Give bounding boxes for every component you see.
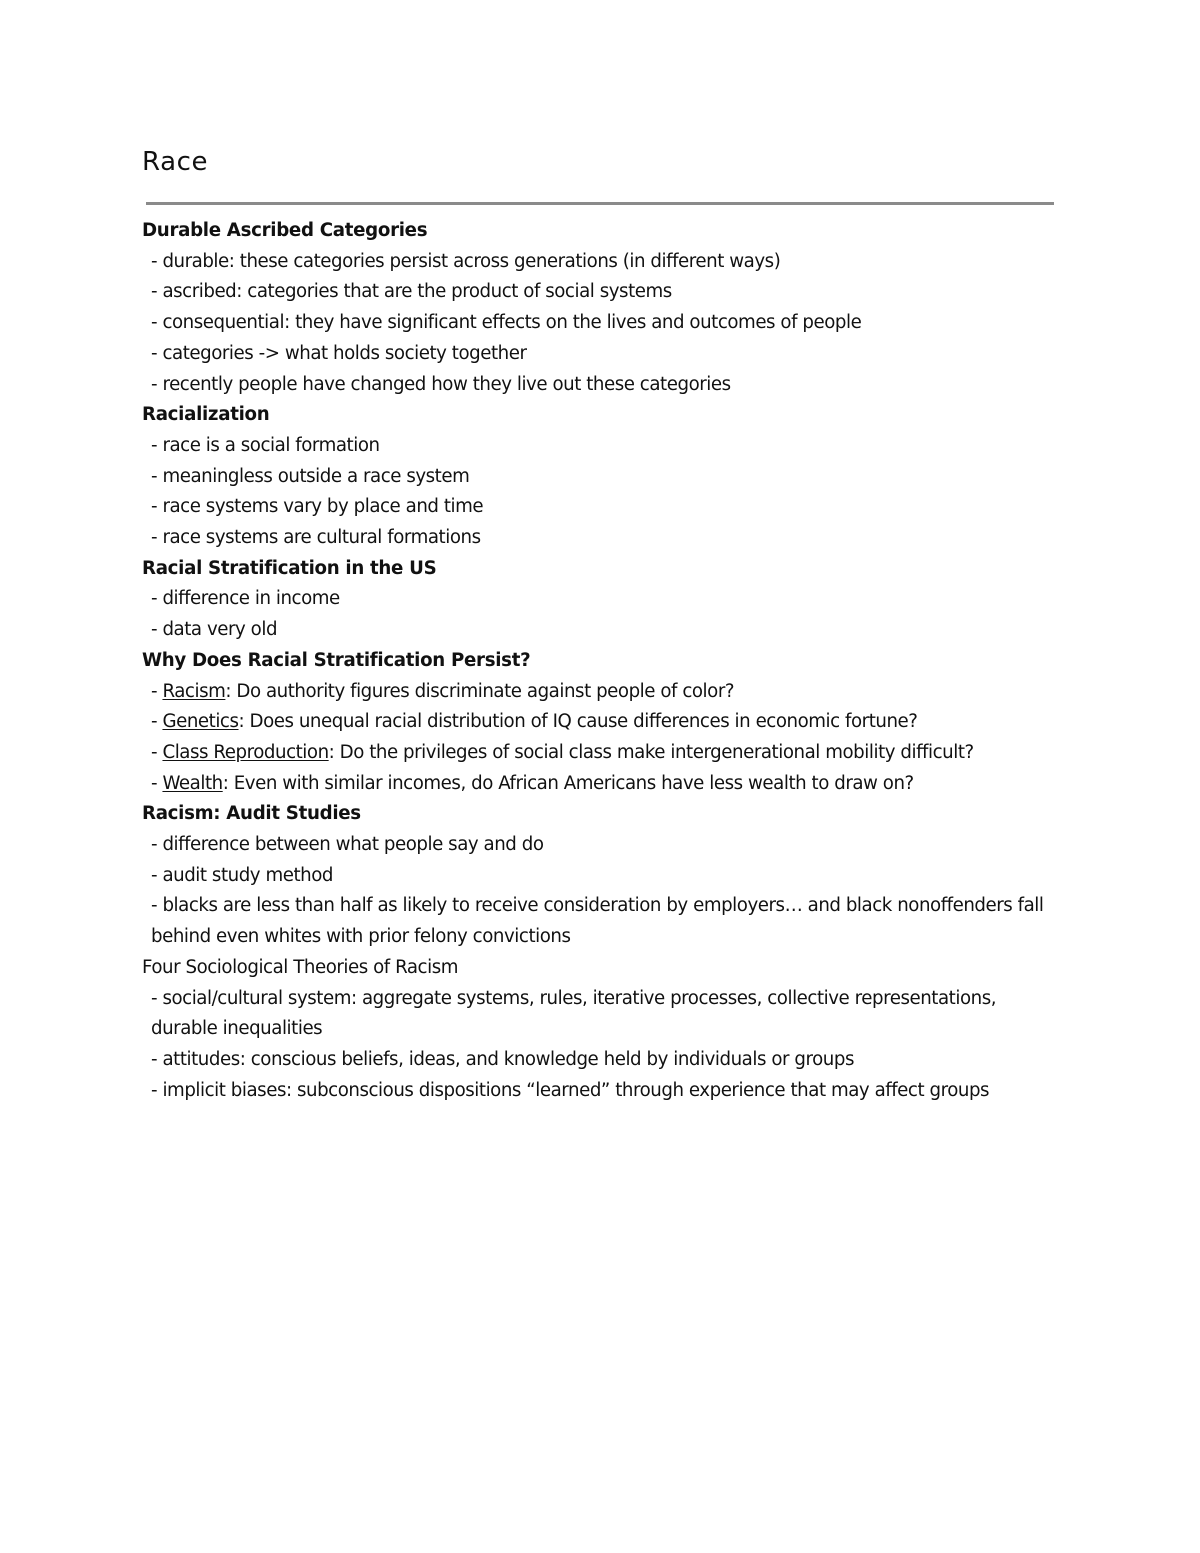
document-page [142, 140, 1057, 1106]
bullet-item: - race systems vary by place and time [151, 496, 484, 518]
section-heading: Racialization [142, 404, 270, 426]
bullet-item: - race systems are cultural formations [151, 527, 481, 549]
bullet-item: - blacks are less than half as likely to receive consideration by employers… and black nonoffenders fall behind even whites with prior felony convictions [151, 895, 1044, 948]
bullet-dash: - [151, 680, 163, 702]
bullet-item: - race is a social formation [151, 434, 380, 456]
bullet-dash: - [151, 741, 163, 763]
section-heading: Four Sociological Theories of Racism [142, 956, 459, 978]
bullet-item [142, 769, 1057, 800]
underlined-term: Wealth [162, 772, 223, 794]
bullet-text: : Do authority figures discriminate against people of color? [225, 680, 735, 702]
title-divider [146, 202, 1054, 205]
bullet-item: - social/cultural system: aggregate systems, rules, iterative processes, collective representations, durable inequalities [151, 987, 997, 1040]
underlined-term: Racism [162, 680, 226, 702]
section-heading: Durable Ascribed Categories [142, 220, 428, 241]
bullet-text: : Do the privileges of social class make intergenerational mobility difficult? [328, 741, 974, 763]
bullet-item [142, 677, 1057, 708]
section-heading: Racial Stratification in the US [142, 557, 437, 579]
bullet-item: - consequential: they have significant effects on the lives and outcomes of people [151, 312, 862, 334]
bullet-item: - durable: these categories persist across generations (in different ways) [151, 250, 781, 272]
underlined-term: Class Reproduction [162, 741, 329, 763]
bullet-item: - difference in income [151, 588, 340, 610]
bullet-item: - meaningless outside a race system [151, 465, 470, 487]
bullet-item: - data very old [151, 619, 278, 641]
page-title: Race [142, 147, 209, 177]
bullet-item: - implicit biases: subconscious dispositions “learned” through experience that may affect groups [151, 1079, 990, 1101]
bullet-item: - attitudes: conscious beliefs, ideas, and knowledge held by individuals or groups [151, 1048, 854, 1070]
bullet-item: - audit study method [151, 864, 333, 886]
bullet-item: - categories -> what holds society together [151, 342, 527, 364]
bullet-item [142, 707, 1057, 738]
bullet-item: - ascribed: categories that are the product of social systems [151, 281, 672, 303]
bullet-item: - recently people have changed how they live out these categories [151, 373, 731, 395]
section-heading: Why Does Racial Stratification Persist? [142, 649, 531, 671]
bullet-text: : Does unequal racial distribution of IQ cause differences in economic fortune? [238, 711, 918, 733]
bullet-item: - difference between what people say and do [151, 834, 544, 856]
notes-body [142, 216, 1057, 1106]
bullet-text: : Even with similar incomes, do African Americans have less wealth to draw on? [222, 772, 914, 794]
bullet-item [142, 738, 1057, 769]
bullet-dash: - [151, 711, 163, 733]
bullet-dash: - [151, 772, 163, 794]
section-heading: Racism: Audit Studies [142, 803, 361, 825]
underlined-term: Genetics [162, 711, 239, 733]
